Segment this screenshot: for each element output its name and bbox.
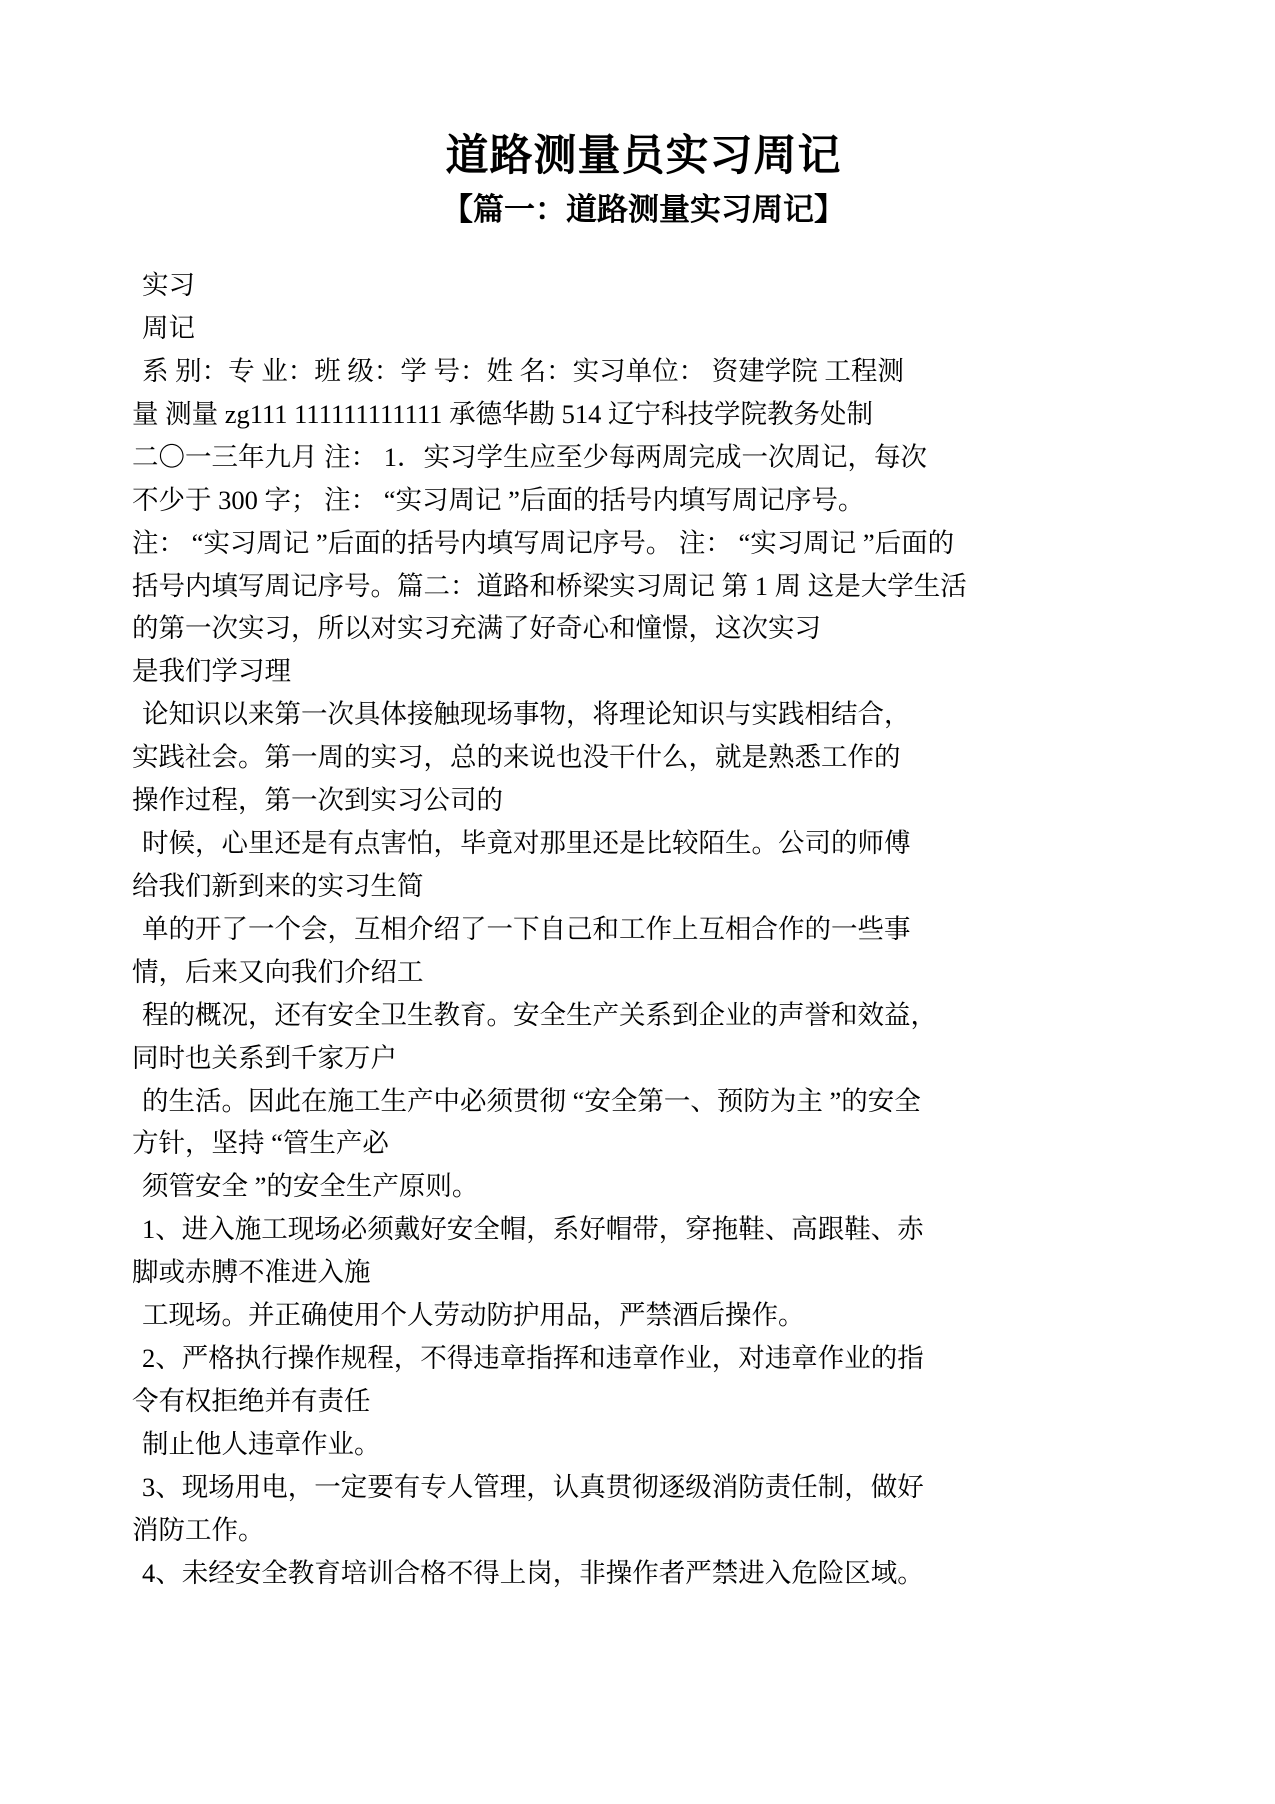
document-paragraph: 二〇一三年九月 注： 1．实习学生应至少每两周完成一次周记，每次: [132, 441, 927, 472]
document-paragraph: 情，后来又向我们介绍工: [132, 956, 424, 987]
document-paragraph: 3、现场用电，一定要有专人管理，认真贯彻逐级消防责任制，做好: [142, 1471, 924, 1502]
document-paragraph: 量 测量 zg111 111111111111 承德华勘 514 辽宁科技学院教务处制: [132, 398, 873, 429]
page-subtitle: 【篇一：道路测量实习周记】: [442, 191, 845, 227]
document-paragraph: 消防工作。: [132, 1514, 265, 1545]
document-paragraph: 的第一次实习，所以对实习充满了好奇心和憧憬，这次实习: [132, 613, 821, 644]
document-paragraph: 系 别：专 业：班 级：学 号：姓 名：实习单位： 资建学院 工程测: [142, 355, 904, 386]
document-paragraph: 制止他人违章作业。: [142, 1428, 381, 1459]
document-paragraph: 同时也关系到千家万户: [132, 1042, 397, 1073]
document-paragraph: 括号内填写周记序号。篇二：道路和桥梁实习周记 第 1 周 这是大学生活: [132, 570, 967, 601]
document-paragraph: 2、严格执行操作规程，不得违章指挥和违章作业，对违章作业的指: [142, 1343, 924, 1374]
document-paragraph: 时候，心里还是有点害怕，毕竟对那里还是比较陌生。公司的师傅: [142, 828, 911, 859]
document-paragraph: 操作过程，第一次到实习公司的: [132, 785, 503, 816]
document-paragraph: 注： “实习周记 ”后面的括号内填写周记序号。 注： “实习周记 ”后面的: [132, 527, 955, 558]
document-paragraph: 程的概况，还有安全卫生教育。安全生产关系到企业的声誉和效益，: [142, 999, 937, 1030]
document-paragraph: 工现场。并正确使用个人劳动防护用品，严禁酒后操作。: [142, 1300, 805, 1331]
document-paragraph: 4、未经安全教育培训合格不得上岗，非操作者严禁进入危险区域。: [142, 1557, 924, 1588]
document-paragraph: 方针，坚持 “管生产必: [132, 1128, 389, 1159]
document-paragraph: 实习: [142, 270, 195, 301]
document-paragraph: 实践社会。第一周的实习，总的来说也没干什么，就是熟悉工作的: [132, 742, 901, 773]
document-paragraph: 单的开了一个会，互相介绍了一下自己和工作上互相合作的一些事: [142, 913, 911, 944]
document-paragraph: 论知识以来第一次具体接触现场事物，将理论知识与实践相结合，: [142, 699, 911, 730]
document-paragraph: 令有权拒绝并有责任: [132, 1386, 371, 1417]
document-body: [132, 264, 1155, 1595]
document-paragraph: 给我们新到来的实习生简: [132, 870, 424, 901]
document-paragraph: 1、进入施工现场必须戴好安全帽，系好帽带，穿拖鞋、高跟鞋、赤: [142, 1214, 924, 1245]
document-paragraph: 的生活。因此在施工生产中必须贯彻 “安全第一、预防为主 ”的安全: [142, 1085, 921, 1116]
document-paragraph: 须管安全 ”的安全生产原则。: [142, 1171, 479, 1202]
document-paragraph: 脚或赤膊不准进入施: [132, 1257, 371, 1288]
document-paragraph: 是我们学习理: [132, 656, 291, 687]
document-paragraph: 周记: [142, 312, 195, 343]
page-title: 道路测量员实习周记: [445, 133, 842, 180]
document-paragraph: 不少于 300 字； 注： “实习周记 ”后面的括号内填写周记序号。: [132, 484, 865, 515]
